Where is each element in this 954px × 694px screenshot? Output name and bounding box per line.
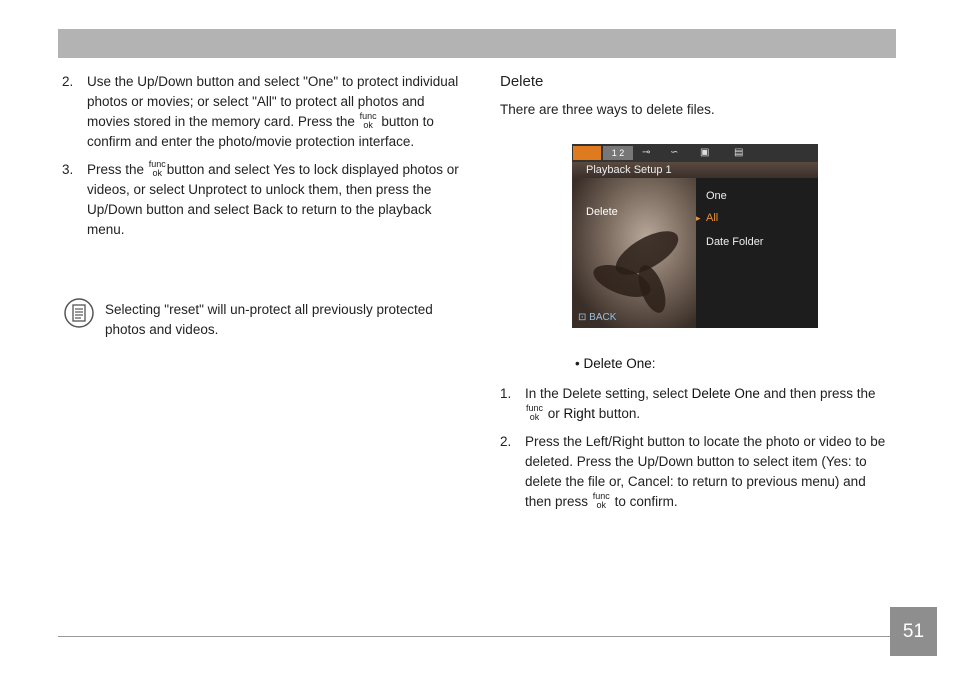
step-text: Use the Up/Down button and select "One" to protect individual photos or movies; or select "All" to protect all photos and movies stored in the memory card. Press the [87,74,459,129]
list-item: 2. Press the Left/Right button to locate the photo or video to be deleted. Press the Up/Down button to select item (Yes: to delete the file or, Cancel: to return to previous menu) and then press func ok to confirm. [500,434,886,510]
func-ok-icon: func ok [592,491,610,510]
settings-icon: ▤ [734,147,744,158]
bullet-suffix: : [651,356,656,371]
list-item: 1. In the Delete setting, select Delete One and then press the func ok or Right button. [500,386,876,422]
step-text: button and select Yes to lock displayed photos or videos, or select Unprotect to unlock them, then press the Up/Down button and select Back to return to the playback menu. [87,162,459,237]
func-ok-icon: func ok [359,111,377,130]
note-icon [64,298,94,328]
step-number: 3. [62,162,74,177]
list-item [62,72,462,152]
delete-menu-label: Delete [586,206,618,218]
intro-text: There are three ways to delete files. [500,102,715,117]
top-header-bar [58,29,896,58]
delete-submenu [696,178,818,328]
option-all: All [706,212,719,224]
flower-photo [572,178,696,328]
camera-screen-image [572,144,818,328]
wrench-icon: ∽ [670,147,679,158]
func-ok-icon: func ok [148,159,166,178]
back-label: ⊡ BACK [578,312,617,323]
delete-steps-list [500,384,892,520]
func-ok-icon: func ok [526,403,544,422]
card-icon: ▣ [700,147,710,158]
footer-divider [58,636,890,637]
arrow-right-icon: ▸ [696,213,701,223]
step-number: 2. [62,74,74,89]
list-item [62,160,462,240]
right-column [500,72,892,510]
key-icon: ⊸ [642,147,651,158]
note-text: Selecting "reset" will un-protect all previously protected photos and videos. [105,302,433,337]
playback-tab-icon [573,146,601,160]
bullet-delete-one: • Delete One: [575,356,656,371]
page-number: 51 [890,607,937,656]
bullet-label: Delete One [583,356,652,371]
step-text: Press the [87,162,148,177]
section-title: Delete [500,73,544,90]
step-number: 1. [500,386,512,401]
protect-steps-list [62,72,462,240]
option-date-folder: Date Folder [706,236,764,248]
page-tab: 1 2 [603,146,633,160]
screen-header: Playback Setup 1 [572,162,818,178]
menu-tabs [572,144,818,162]
option-one: One [706,190,727,202]
step-number: 2. [500,434,512,449]
left-column [62,72,462,248]
step-text: button to confirm and enter the photo/movie protection interface. [87,114,434,149]
